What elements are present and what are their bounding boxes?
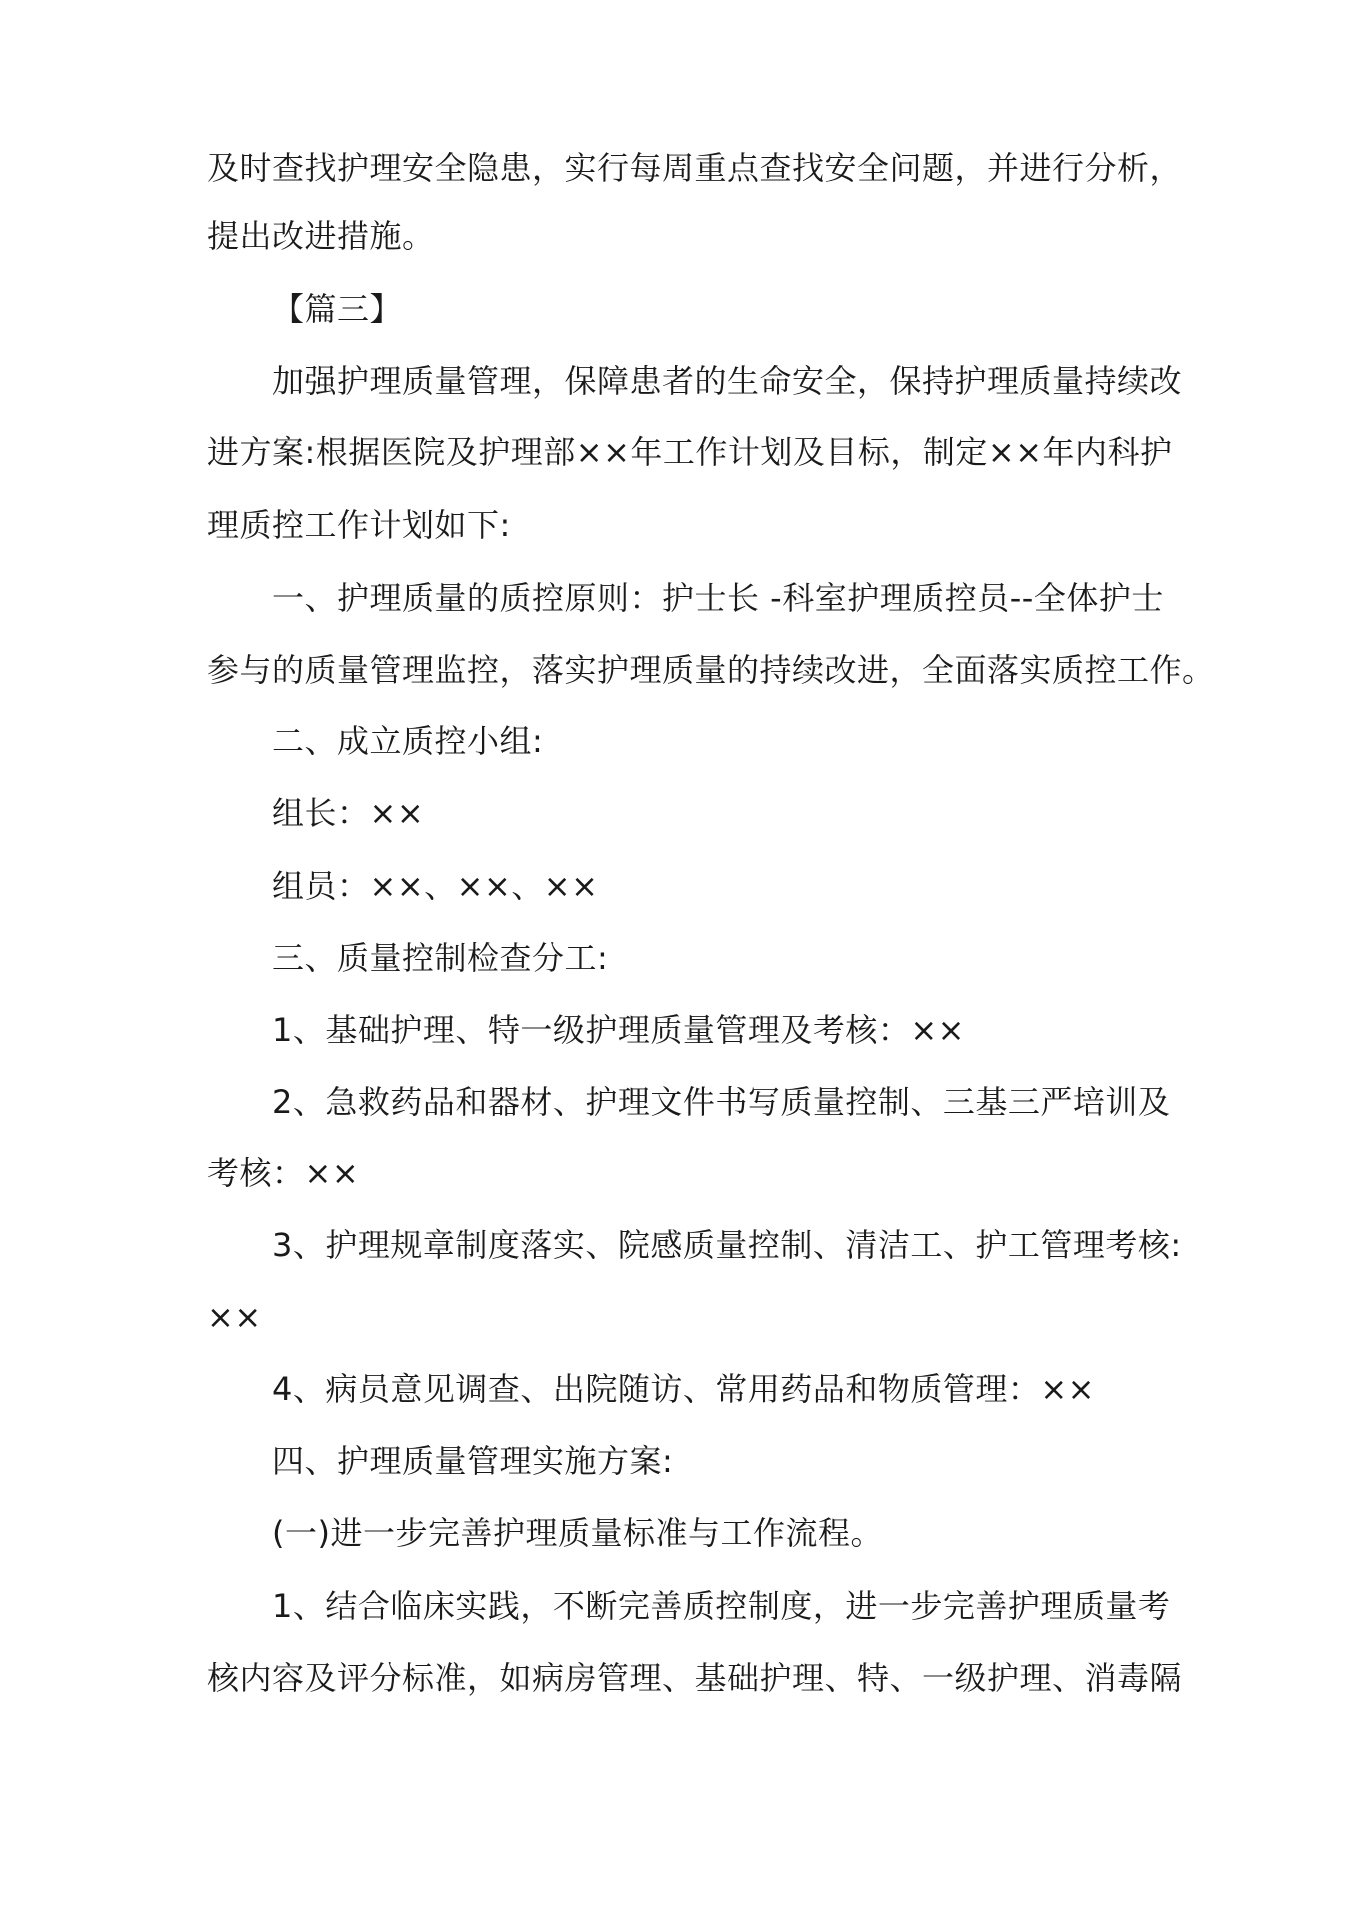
paragraph-line: 四、护理质量管理实施方案: [272, 1442, 674, 1480]
paragraph-line: 二、成立质控小组: [272, 722, 544, 760]
paragraph-line: ×× [207, 1298, 262, 1336]
paragraph-line: 1、结合临床实践，不断完善质控制度，进一步完善护理质量考 [272, 1587, 1171, 1625]
paragraph-line: 2、急救药品和器材、护理文件书写质量控制、三基三严培训及 [272, 1083, 1171, 1121]
paragraph-line: 一、护理质量的质控原则：护士长 -科室护理质控员--全体护士 [272, 579, 1164, 617]
paragraph-line: 1、基础护理、特一级护理质量管理及考核：×× [272, 1011, 965, 1049]
paragraph-line: 提出改进措施。 [207, 217, 435, 255]
paragraph-line: 3、护理规章制度落实、院感质量控制、清洁工、护工管理考核: [272, 1226, 1182, 1264]
paragraph-line: 组员：××、××、×× [272, 867, 599, 905]
paragraph-line: 三、质量控制检查分工: [272, 939, 609, 977]
paragraph-line: 进方案:根据医院及护理部××年工作计划及目标，制定××年内科护 [207, 433, 1173, 471]
paragraph-line: 4、病员意见调查、出院随访、常用药品和物质管理：×× [272, 1370, 1095, 1408]
section-heading: 【篇三】 [272, 290, 403, 328]
paragraph-line: 考核：×× [207, 1154, 360, 1192]
paragraph-line: 及时查找护理安全隐患，实行每周重点查找安全问题，并进行分析， [207, 149, 1183, 187]
paragraph-line: 参与的质量管理监控，落实护理质量的持续改进，全面落实质控工作。 [207, 651, 1215, 689]
paragraph-line: 核内容及评分标准，如病房管理、基础护理、特、一级护理、消毒隔 [207, 1659, 1183, 1697]
paragraph-line: 组长：×× [272, 794, 425, 832]
paragraph-line: (一)进一步完善护理质量标准与工作流程。 [272, 1514, 883, 1552]
paragraph-line: 加强护理质量管理，保障患者的生命安全，保持护理质量持续改 [272, 362, 1183, 400]
paragraph-line: 理质控工作计划如下: [207, 506, 511, 544]
